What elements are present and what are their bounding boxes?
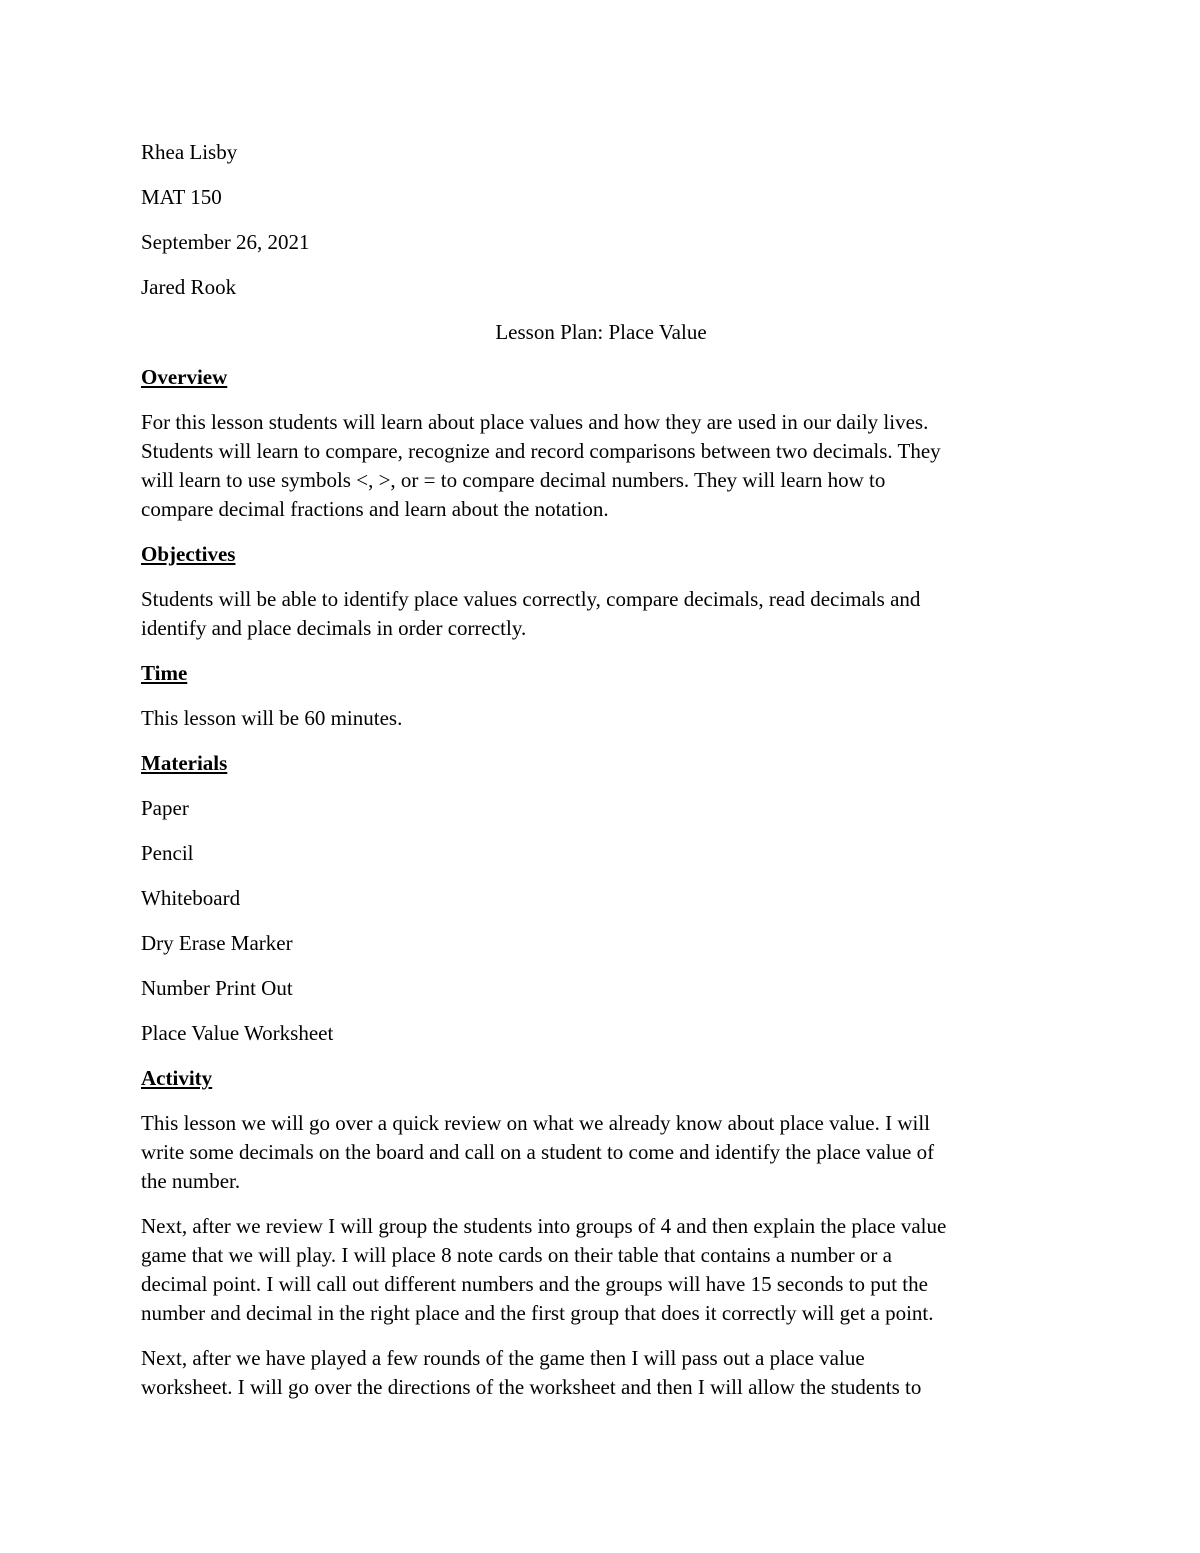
activity-line: worksheet. I will go over the directions of the worksheet and then I will allow the students to bbox=[141, 1375, 922, 1399]
time-paragraph: This lesson will be 60 minutes. bbox=[141, 706, 403, 730]
activity-paragraph bbox=[141, 1212, 1061, 1328]
materials-item: Paper bbox=[141, 796, 189, 820]
activity-paragraph bbox=[141, 1344, 1061, 1402]
time-heading: Time bbox=[141, 661, 188, 685]
activity-line: decimal point. I will call out different numbers and the groups will have 15 seconds to put the bbox=[141, 1272, 928, 1296]
document-date: September 26, 2021 bbox=[141, 230, 310, 254]
objectives-line: Students will be able to identify place values correctly, compare decimals, read decimals and bbox=[141, 587, 921, 611]
overview-line: Students will learn to compare, recognize and record comparisons between two decimals. They bbox=[141, 439, 941, 463]
overview-paragraph bbox=[141, 408, 1061, 524]
materials-item: Pencil bbox=[141, 841, 194, 865]
course-code: MAT 150 bbox=[141, 185, 222, 209]
activity-line: number and decimal in the right place and the first group that does it correctly will get a point. bbox=[141, 1301, 934, 1325]
materials-heading: Materials bbox=[141, 751, 228, 775]
materials-item: Dry Erase Marker bbox=[141, 931, 293, 955]
objectives-line: identify and place decimals in order correctly. bbox=[141, 616, 527, 640]
activity-line: the number. bbox=[141, 1169, 241, 1193]
overview-heading: Overview bbox=[141, 365, 228, 389]
instructor-name: Jared Rook bbox=[141, 275, 237, 299]
overview-line: For this lesson students will learn about place values and how they are used in our daily lives. bbox=[141, 410, 929, 434]
overview-line: will learn to use symbols <, >, or = to compare decimal numbers. They will learn how to bbox=[141, 468, 886, 492]
materials-list bbox=[141, 794, 1061, 1048]
activity-paragraph bbox=[141, 1109, 1061, 1196]
document-title: Lesson Plan: Place Value bbox=[495, 320, 707, 344]
activity-heading: Activity bbox=[141, 1066, 213, 1090]
activity-line: game that we will play. I will place 8 note cards on their table that contains a number or a bbox=[141, 1243, 892, 1267]
materials-item: Place Value Worksheet bbox=[141, 1021, 334, 1045]
activity-line: Next, after we review I will group the students into groups of 4 and then explain the place value bbox=[141, 1214, 947, 1238]
materials-item: Whiteboard bbox=[141, 886, 241, 910]
objectives-paragraph bbox=[141, 585, 1061, 643]
objectives-heading: Objectives bbox=[141, 542, 236, 566]
activity-line: Next, after we have played a few rounds of the game then I will pass out a place value bbox=[141, 1346, 865, 1370]
overview-line: compare decimal fractions and learn about the notation. bbox=[141, 497, 609, 521]
materials-item: Number Print Out bbox=[141, 976, 293, 1000]
student-name: Rhea Lisby bbox=[141, 140, 238, 164]
activity-line: This lesson we will go over a quick review on what we already know about place value. I will bbox=[141, 1111, 931, 1135]
document-content bbox=[141, 138, 1061, 1418]
activity-line: write some decimals on the board and call on a student to come and identify the place value of bbox=[141, 1140, 935, 1164]
